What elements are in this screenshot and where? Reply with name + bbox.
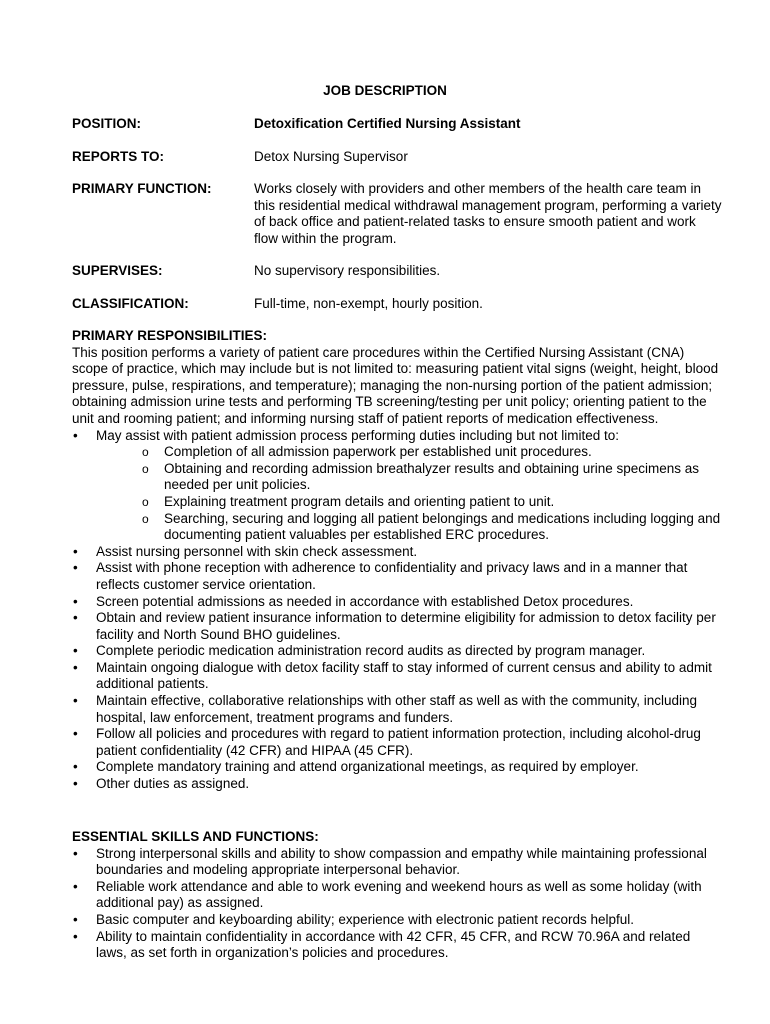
list-item: • Obtain and review patient insurance information to determine eligibility for admission to detox facility per facility and North Sound BHO guidelines. (72, 610, 722, 643)
primary-responsibilities-section (72, 328, 722, 793)
reports-to-value: Detox Nursing Supervisor (254, 149, 408, 164)
list-item: • Strong interpersonal skills and ability to show compassion and empathy while maintaining professional boundaries and modeling appropriate interpersonal behavior. (72, 846, 722, 879)
sub-list-item: o Completion of all admission paperwork per established unit procedures. (142, 444, 722, 461)
list-item-text: May assist with patient admission process performing duties including but not limited to: (96, 427, 619, 443)
admission-duties-sublist (142, 444, 722, 544)
list-item: • Maintain ongoing dialogue with detox facility staff to stay informed of current census and ability to admit additional patients. (72, 660, 722, 693)
list-item: • Follow all policies and procedures with regard to patient information protection, including alcohol-drug patient confidentiality (42 CFR) and HIPAA (45 CFR). (72, 726, 722, 759)
list-item: • Basic computer and keyboarding ability; experience with electronic patient records helpful. (72, 912, 722, 929)
list-item: • Reliable work attendance and able to work evening and weekend hours as well as some holiday (with additional pay) as assigned. (72, 879, 722, 912)
essential-skills-section (72, 829, 722, 962)
responsibilities-list (72, 428, 722, 793)
classification-value: Full-time, non-exempt, hourly position. (254, 296, 483, 311)
list-item: • Assist with phone reception with adherence to confidentiality and privacy laws and in a manner that reflects customer service orientation. (72, 560, 722, 593)
supervises-label: SUPERVISES: (72, 263, 163, 278)
reports-to-label: REPORTS TO: (72, 149, 165, 164)
reports-to-row (72, 149, 722, 169)
position-value: Detoxification Certified Nursing Assistant (254, 116, 521, 131)
essential-skills-heading: ESSENTIAL SKILLS AND FUNCTIONS: (72, 829, 319, 844)
sub-list-item: o Searching, securing and logging all patient belongings and medications including logging and documenting patient valuables per established ERC procedures. (142, 511, 722, 544)
primary-function-row (72, 181, 722, 251)
list-item (72, 428, 722, 544)
list-item: • Complete mandatory training and attend organizational meetings, as required by employer. (72, 759, 722, 776)
position-row (72, 116, 722, 136)
list-item: • Ability to maintain confidentiality in accordance with 42 CFR, 45 CFR, and RCW 70.96A and related laws, as set forth in organization’s policies and procedures. (72, 929, 722, 962)
list-item: • Screen potential admissions as needed in accordance with established Detox procedures. (72, 594, 722, 611)
classification-row (72, 296, 722, 316)
supervises-value: No supervisory responsibilities. (254, 263, 441, 278)
sub-list-item: o Explaining treatment program details and orienting patient to unit. (142, 494, 722, 511)
primary-responsibilities-intro: This position performs a variety of patient care procedures within the Certified Nursing Assistant (CNA) scope of practice, which may include but is not limited to: measuring patient vital signs (weight, height, blood pressure, pulse, respirations, and temperature); managing the non-nursing portion of the patient admission; obtaining admission urine tests and performing TB screening/testing per unit policy; orienting patient to the unit and rooming patient; and informing nursing staff of patient reports of medication effectiveness. (72, 344, 719, 426)
list-item: • Maintain effective, collaborative relationships with other staff as well as with the community, including hospital, law enforcement, treatment programs and funders. (72, 693, 722, 726)
position-label: POSITION: (72, 116, 142, 131)
list-item: • Complete periodic medication administration record audits as directed by program manager. (72, 643, 722, 660)
primary-function-label: PRIMARY FUNCTION: (72, 181, 212, 196)
sub-list-item: o Obtaining and recording admission breathalyzer results and obtaining urine specimens as needed per unit policies. (142, 461, 722, 494)
primary-function-value: Works closely with providers and other members of the health care team in this residential medical withdrawal management program, performing a variety of back office and patient-related tasks to ensure smooth patient and work flow within the program. (254, 181, 722, 246)
list-item: • Assist nursing personnel with skin check assessment. (72, 544, 722, 561)
document-title: JOB DESCRIPTION (323, 83, 447, 98)
classification-label: CLASSIFICATION: (72, 296, 189, 311)
essential-skills-list (72, 846, 722, 962)
supervises-row (72, 263, 722, 283)
primary-responsibilities-heading: PRIMARY RESPONSIBILITIES: (72, 328, 268, 343)
list-item: • Other duties as assigned. (72, 776, 722, 793)
